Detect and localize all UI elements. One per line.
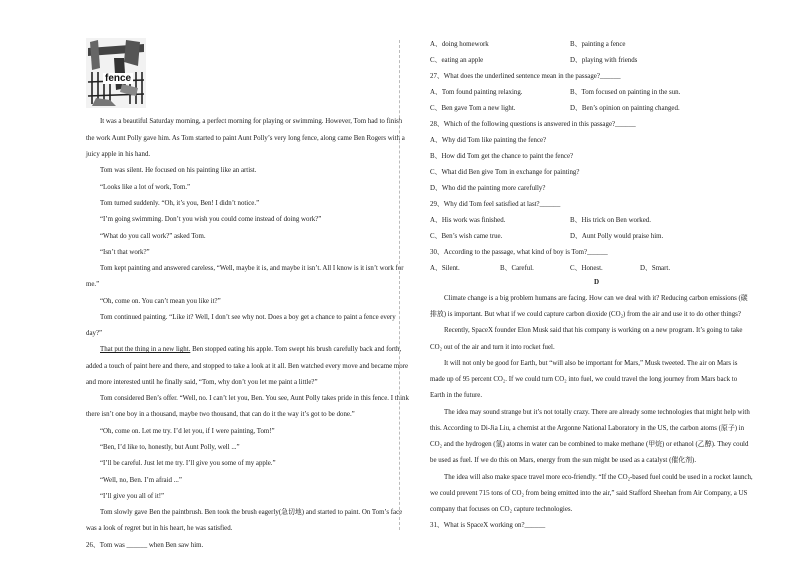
q30-option-c[interactable]: C、Honest. [570, 265, 603, 272]
passage-line: Earth in the future. [430, 392, 483, 399]
paragraph-line-with-underline [100, 345, 401, 354]
passage-line: CO₂ and the hydrogen (氢) atoms in water can be combined to make methane (甲烷) or ethanol (乙醇). They could [430, 441, 749, 448]
q29-option-c[interactable]: C、Ben’s wish came true. [430, 233, 503, 240]
paragraph-line: “Oh, come on. You can’t mean you like it?” [100, 298, 221, 305]
paragraph-line: there isn’t one boy in a thousand, maybe two thousand, that can do it the way it’s got to be done.” [86, 411, 355, 418]
right-page [400, 0, 800, 565]
paragraph-line: “Ben, I’d like to, honestly, but Aunt Polly, well ...” [100, 444, 240, 451]
passage-line: Climate change is a big problem humans are facing. How can we deal with it? Reducing carbon emissions (碳 [444, 295, 748, 302]
paragraph-line: “I’ll be careful. Just let me try. I’ll give you some of my apple.” [100, 460, 276, 467]
paragraph-line: and more interested until he finally said, “Tom, why don’t you let me paint a little?” [86, 379, 318, 386]
q27-option-b[interactable]: B、Tom focused on painting in the sun. [570, 89, 681, 96]
paragraph-line: “Isn’t that work?” [100, 249, 150, 256]
q26-option-b[interactable]: B、painting a fence [570, 41, 626, 48]
question-26: 26、Tom was ______ when Ben saw him. [86, 542, 204, 549]
q27-option-c[interactable]: C、Ben gave Tom a new light. [430, 105, 516, 112]
q29-option-a[interactable]: A、His work was finished. [430, 217, 506, 224]
q27-option-a[interactable]: A、Tom found painting relaxing. [430, 89, 523, 96]
passage-line: made up of 95 percent CO₂. If we could turn CO₂ into fuel, we could travel the long journey from Mars back to [430, 376, 738, 383]
passage-line: company that focuses on CO₂ capture technologies. [430, 506, 573, 513]
paragraph-line: day?” [86, 330, 103, 337]
q30-option-b[interactable]: B、Careful. [500, 265, 534, 272]
passage-line: we could prevent 715 tons of CO₂ from being emitted into the air,” said Stafford Sheehan from Air Company, a US [430, 490, 748, 497]
question-30: 30、According to the passage, what kind of boy is Tom?______ [430, 249, 608, 256]
paragraph-line: “What do you call work?” asked Tom. [100, 233, 206, 240]
paragraph-line: “I’m going swimming. Don’t you wish you could come instead of doing work?” [100, 216, 322, 223]
q28-option-d[interactable]: D、Who did the painting more carefully? [430, 185, 546, 192]
q30-option-d[interactable]: D、Smart. [640, 265, 671, 272]
paragraph-line: “Looks like a lot of work, Tom.” [100, 184, 191, 191]
paragraph-line: was a look of regret but in his heart, he was satisfied. [86, 525, 233, 532]
q28-option-b[interactable]: B、How did Tom get the chance to paint the fence? [430, 153, 574, 160]
passage-line: It will not only be good for Earth, but “will also be important for Mars,” Musk tweeted. The air on Mars is [444, 360, 738, 367]
paragraph-line: Tom slowly gave Ben the paintbrush. Ben took the brush eagerly(急切地) and started to paint. On Tom’s face [100, 509, 403, 516]
paragraph-line: “Oh, come on. Let me try. I’d let you, if I were painting, Tom!” [100, 428, 275, 435]
q26-option-a[interactable]: A、doing homework [430, 41, 489, 48]
paragraph-line: “Well, no, Ben. I’m afraid ...” [100, 477, 182, 484]
q28-option-c[interactable]: C、What did Ben give Tom in exchange for painting? [430, 169, 580, 176]
paragraph-line: Tom was silent. He focused on his painting like an artist. [100, 167, 257, 174]
q28-option-a[interactable]: A、Why did Tom like painting the fence? [430, 137, 547, 144]
q27-option-d[interactable]: D、Ben’s opinion on painting changed. [570, 105, 680, 112]
figure-label: fence [105, 73, 132, 84]
paragraph-line: Tom kept painting and answered careless, “Well, maybe it is, and maybe it isn’t. All I know is it isn’t work for [100, 265, 404, 272]
q29-option-d[interactable]: D、Aunt Polly would praise him. [570, 233, 664, 240]
question-29: 29、Why did Tom feel satisfied at last?______ [430, 201, 561, 208]
passage-line: Recently, SpaceX founder Elon Musk said that his company is working on a new program. It’s going to take [444, 327, 743, 334]
paragraph-line: the work Aunt Polly gave him. As Tom started to paint Aunt Polly’s very long fence, along came Ben Rogers with a [86, 135, 405, 142]
question-27: 27、What does the underlined sentence mean in the passage?______ [430, 73, 621, 80]
paragraph-line: me.” [86, 281, 100, 288]
underlined-sentence: That put the thing in a new light. [100, 346, 191, 353]
paragraph-line: Ben stopped eating his apple. Tom swept his brush carefully back and forth, [192, 346, 402, 353]
question-31: 31、What is SpaceX working on?______ [430, 522, 546, 529]
paragraph-line: Tom continued painting. “Like it? Well, I don’t see why not. Does a boy get a chance to paint a fence every [100, 314, 396, 321]
q26-option-c[interactable]: C、eating an apple [430, 57, 484, 64]
paragraph-line: juicy apple in his hand. [86, 151, 151, 158]
paragraph-line: “I’ll give you all of it!” [100, 493, 165, 500]
paragraph-line: It was a beautiful Saturday morning, a perfect morning for playing or swimming. However, Tom had to finish [100, 118, 403, 125]
passage-line: The idea may sound strange but it’s not totally crazy. There are already some technologies that might help with [444, 409, 750, 416]
q26-option-d[interactable]: D、playing with friends [570, 57, 638, 64]
passage-line: be used as fuel. If we do this on Mars, energy from the sun might be used as a catalyst (催化剂). [430, 457, 697, 464]
passage-line: 排放) is important. But what if we could capture carbon dioxide (CO₂) from the air and use it to do other things? [430, 311, 741, 318]
paragraph-line: added a touch of paint here and there, and stopped to take a look at it all. Ben watched every move and became more [86, 363, 409, 370]
q30-option-a[interactable]: A、Silent. [430, 265, 460, 272]
paragraph-line: Tom turned suddenly. “Oh, it’s you, Ben! I didn’t notice.” [100, 200, 260, 207]
passage-line: The idea will also make space travel more eco-friendly. “If the CO₂-based fuel could be used in a rocket launch, [444, 474, 753, 481]
section-heading: D [594, 278, 600, 286]
question-28: 28、Which of the following questions is answered in this passage?______ [430, 121, 636, 128]
passage-line: this. According to Di-Jia Liu, a chemist at the Argonne National Laboratory in the US, the carbon atoms (原子) in [430, 425, 745, 432]
passage-line: CO₂ out of the air and turn it into rocket fuel. [430, 344, 555, 351]
q29-option-b[interactable]: B、His trick on Ben worked. [570, 217, 651, 224]
fence-illustration [86, 38, 146, 108]
paragraph-line: Tom considered Ben’s offer. “Well, no. I can’t let you, Ben. You see, Aunt Polly takes pride in this fence. I think [100, 395, 409, 402]
